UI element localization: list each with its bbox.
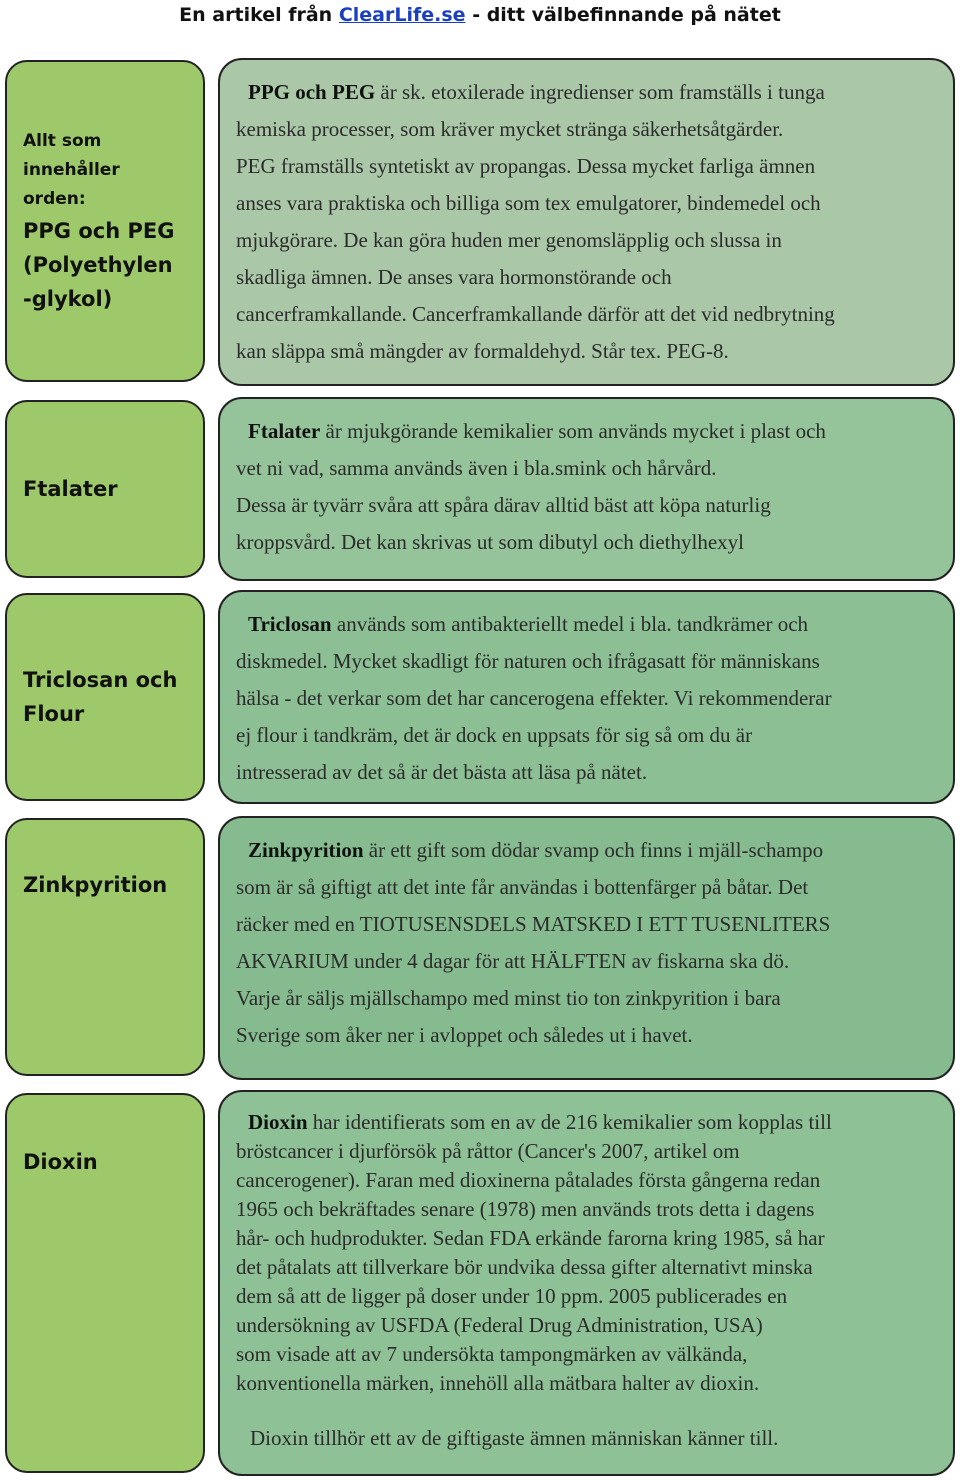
label-line: Triclosan och [23, 668, 178, 692]
label-zinkpyrition [5, 818, 205, 1076]
text-line: kemiska processer, som kräver mycket stränga säkerhetsåtgärder. [236, 117, 784, 141]
text-line: cancerframkallande. Cancerframkallande därför att det vid nedbrytning [236, 302, 835, 326]
text-line: diskmedel. Mycket skadligt för naturen och ifrågasatt för människans [236, 649, 820, 673]
text-line: Varje år säljs mjällschampo med minst tio ton zinkpyrition i bara [236, 986, 781, 1010]
header-suffix: - ditt välbefinnande på nätet [472, 4, 781, 26]
text-line: kan släppa små mängder av formaldehyd. Står tex. PEG-8. [236, 339, 729, 363]
lead-term: PPG och PEG [248, 80, 376, 104]
label-line: -glykol) [23, 286, 113, 311]
text-line: PEG framställs syntetiskt av propangas. Dessa mycket farliga ämnen [236, 154, 816, 178]
text-line: intresserad av det så är det bästa att läsa på nätet. [236, 760, 648, 784]
lead-term: Ftalater [248, 419, 321, 443]
lead-term: Triclosan [248, 612, 332, 636]
text-line: PPG och PEG är sk. etoxilerade ingredienser som framställs i tunga [248, 80, 825, 104]
lead-term: Dioxin [248, 1110, 308, 1134]
text-line: 1965 och bekräftades senare (1978) men används trots detta i dagens [236, 1197, 815, 1221]
closing-line: Dioxin tillhör ett av de giftigaste ämnen människan känner till. [250, 1426, 779, 1450]
label-ftalater [5, 400, 205, 578]
text-line: som är så giftigt att det inte får användas i bottenfärger på båtar. Det [236, 875, 809, 899]
text-triclosan [218, 590, 955, 804]
label-line: PPG och PEG [23, 218, 175, 243]
text-line: skadliga ämnen. De anses vara hormonstörande och [236, 265, 672, 289]
label-line: orden: [23, 188, 86, 209]
label-line: (Polyethylen [23, 252, 173, 277]
text-line: konventionella märken, innehöll alla mätbara halter av dioxin. [236, 1371, 760, 1395]
text-line: Dioxin har identifierats som en av de 216 kemikalier som kopplas till [248, 1110, 832, 1134]
text-line: vet ni vad, samma används även i bla.smink och hårvård. [236, 456, 717, 480]
label-line: Dioxin [23, 1150, 98, 1174]
text-line: Triclosan används som antibakteriellt medel i bla. tandkrämer och [248, 612, 809, 636]
text-line: bröstcancer i djurförsök på råttor (Cancer's 2007, artikel om [236, 1139, 740, 1163]
text-line: ej flour i tandkräm, det är dock en uppsats för sig så om du är [236, 723, 753, 747]
text-dioxin [218, 1090, 955, 1476]
text-line: anses vara praktiska och billiga som tex emulgatorer, bindemedel och [236, 191, 821, 215]
text-line: Dessa är tyvärr svåra att spåra därav alltid bäst att köpa naturlig [236, 493, 771, 517]
label-dioxin [5, 1093, 205, 1473]
text-ppg-peg [218, 58, 955, 386]
text-line: hår- och hudprodukter. Sedan FDA erkände farorna kring 1985, så har [236, 1226, 825, 1250]
label-line: Ftalater [23, 477, 118, 501]
clearlife-link[interactable]: ClearLife.se [338, 4, 466, 26]
label-ppg-peg [5, 60, 205, 382]
text-line: mjukgörare. De kan göra huden mer genomsläpplig och slussa in [236, 228, 782, 252]
label-triclosan [5, 593, 205, 801]
text-line: som visade att av 7 undersökta tampongmärken av välkända, [236, 1342, 748, 1366]
label-line: Zinkpyrition [23, 873, 168, 897]
text-line: räcker med en TIOTUSENSDELS MATSKED I ETT TUSENLITERS [236, 912, 831, 936]
header-prefix: En artikel från [179, 4, 333, 26]
text-line: undersökning av USFDA (Federal Drug Administration, USA) [236, 1313, 763, 1337]
text-line: Zinkpyrition är ett gift som dödar svamp och finns i mjäll-schampo [248, 838, 824, 862]
lead-term: Zinkpyrition [248, 838, 364, 862]
label-line: Flour [23, 702, 85, 726]
text-line: cancerogener). Faran med dioxinerna påtalades första gångerna redan [236, 1168, 821, 1192]
text-line: AKVARIUM under 4 dagar för att HÄLFTEN av fiskarna ska dö. [236, 949, 790, 973]
text-line: det påtalats att tillverkare bör undvika dessa gifter alternativt minska [236, 1255, 813, 1279]
text-zinkpyrition [218, 816, 955, 1080]
text-line: kroppsvård. Det kan skrivas ut som dibutyl och diethylhexyl [236, 530, 745, 554]
text-line: hälsa - det verkar som det har cancerogena effekter. Vi rekommenderar [236, 686, 832, 710]
text-line: dem så att de ligger på doser under 10 ppm. 2005 publicerades en [236, 1284, 788, 1308]
article-header [0, 4, 960, 26]
label-line: innehåller [23, 159, 120, 180]
text-line: Sverige som åker ner i avloppet och således ut i havet. [236, 1023, 693, 1047]
text-ftalater [218, 397, 955, 581]
label-line: Allt som [23, 130, 102, 151]
text-line: Ftalater är mjukgörande kemikalier som används mycket i plast och [248, 419, 826, 443]
